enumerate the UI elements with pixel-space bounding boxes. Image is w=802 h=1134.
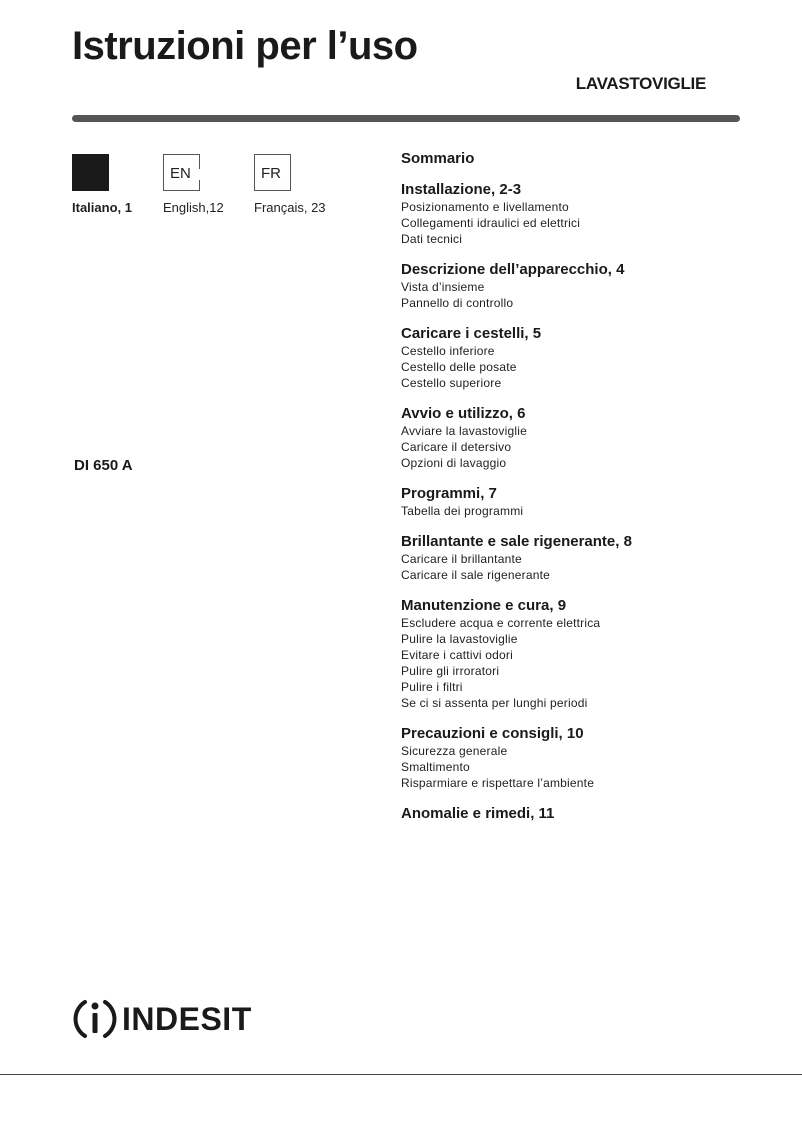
toc-section-item[interactable]: Vista d’insieme <box>401 280 485 294</box>
toc-section-item[interactable]: Tabella dei programmi <box>401 504 524 518</box>
toc-section-item[interactable]: Cestello delle posate <box>401 360 517 374</box>
toc-section-heading[interactable]: Precauzioni e consigli, 10 <box>401 725 584 742</box>
toc-section-item[interactable]: Risparmiare e rispettare l’ambiente <box>401 776 595 790</box>
language-code-box: FR <box>254 154 291 191</box>
toc-section <box>401 485 781 519</box>
language-label: Italiano, 1 <box>72 200 132 215</box>
language-french[interactable] <box>254 154 326 215</box>
toc-title: Sommario <box>401 150 475 167</box>
toc-section-item[interactable]: Evitare i cattivi odori <box>401 648 513 662</box>
header-divider <box>72 115 740 122</box>
language-code-box: EN <box>163 154 200 191</box>
toc-sections <box>401 181 781 823</box>
toc-section-item[interactable]: Cestello superiore <box>401 376 502 390</box>
language-selected-marker <box>72 154 109 191</box>
language-label: Français, 23 <box>254 200 326 215</box>
brand-logo <box>72 996 252 1042</box>
toc-section <box>401 725 781 791</box>
toc-section-heading[interactable]: Descrizione dell’apparecchio, 4 <box>401 261 625 278</box>
product-category: LAVASTOVIGLIE <box>575 74 706 93</box>
toc-section-item[interactable]: Caricare il sale rigenerante <box>401 568 551 582</box>
toc-section-item[interactable]: Cestello inferiore <box>401 344 495 358</box>
toc-section <box>401 405 781 471</box>
toc-section-item[interactable]: Pulire i filtri <box>401 680 463 694</box>
toc-section <box>401 597 781 711</box>
language-label: English,12 <box>163 200 224 215</box>
toc-section-heading[interactable]: Avvio e utilizzo, 6 <box>401 405 526 422</box>
toc-section <box>401 533 781 583</box>
toc-section-heading[interactable]: Manutenzione e cura, 9 <box>401 597 567 614</box>
footer-divider <box>0 1074 802 1075</box>
toc-section-item[interactable]: Pannello di controllo <box>401 296 514 310</box>
toc-section-item[interactable]: Dati tecnici <box>401 232 463 246</box>
toc-section-item[interactable]: Se ci si assenta per lunghi periodi <box>401 696 588 710</box>
toc-section-item[interactable]: Collegamenti idraulici ed elettrici <box>401 216 581 230</box>
toc-section-item[interactable]: Sicurezza generale <box>401 744 508 758</box>
toc-section <box>401 325 781 391</box>
toc-section-item[interactable]: Escludere acqua e corrente elettrica <box>401 616 601 630</box>
table-of-contents <box>401 150 781 837</box>
toc-section-item[interactable]: Pulire gli irroratori <box>401 664 500 678</box>
toc-section <box>401 805 781 823</box>
toc-section-heading[interactable]: Anomalie e rimedi, 11 <box>401 805 555 822</box>
language-english[interactable] <box>163 154 224 215</box>
model-number: DI 650 A <box>74 457 133 474</box>
toc-section-item[interactable]: Caricare il brillantante <box>401 552 522 566</box>
toc-section-item[interactable]: Pulire la lavastoviglie <box>401 632 518 646</box>
brand-name: INDESIT <box>122 1000 252 1037</box>
toc-section <box>401 261 781 311</box>
toc-section-heading[interactable]: Brillantante e sale rigenerante, 8 <box>401 533 632 550</box>
toc-section-item[interactable]: Avviare la lavastoviglie <box>401 424 527 438</box>
toc-section-item[interactable]: Caricare il detersivo <box>401 440 512 454</box>
toc-section-heading[interactable]: Caricare i cestelli, 5 <box>401 325 542 342</box>
toc-section-item[interactable]: Opzioni di lavaggio <box>401 456 507 470</box>
language-italian[interactable] <box>72 154 132 215</box>
toc-section-item[interactable]: Posizionamento e livellamento <box>401 200 569 214</box>
toc-section-item[interactable]: Smaltimento <box>401 760 470 774</box>
page-title: Istruzioni per l’uso <box>72 24 418 68</box>
toc-section-heading[interactable]: Programmi, 7 <box>401 485 497 502</box>
toc-section <box>401 181 781 247</box>
toc-section-heading[interactable]: Installazione, 2-3 <box>401 181 522 198</box>
indesit-i-icon <box>72 996 118 1042</box>
